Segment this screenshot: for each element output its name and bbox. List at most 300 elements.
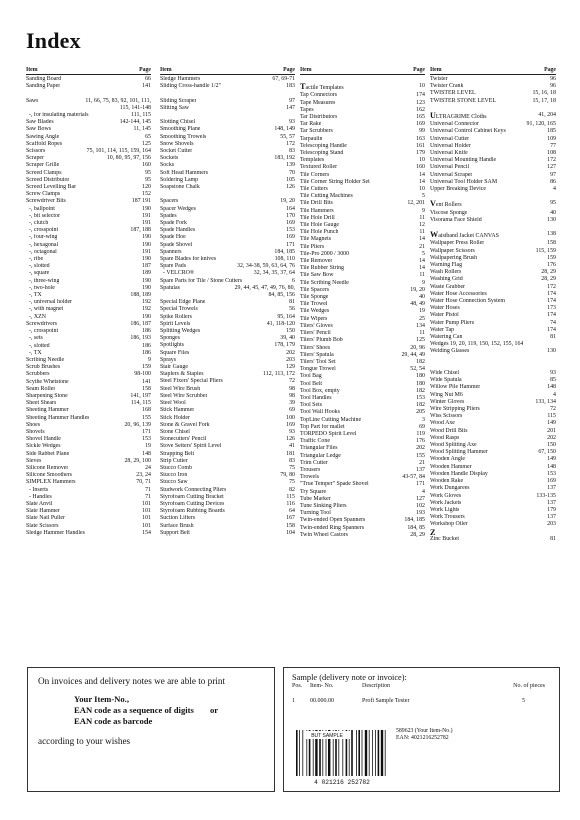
entry-pages: 66 [145,76,151,82]
entry-term: Tile Hammers [300,207,334,214]
entry-pages: 112, 113, 172 [263,371,295,378]
index-entry [430,121,556,128]
index-entry [300,517,425,524]
entry-pages: 190 [142,205,151,212]
entry-pages: 32, 34, 35, 37, 64 [253,270,295,277]
index-entry [160,443,295,450]
entry-pages: 191 [142,220,151,227]
entry-pages: 147 [286,104,295,111]
index-entry [430,76,556,83]
barcode-label: BUT SAMPLE [311,733,343,739]
index-entry [160,342,295,349]
entry-pages: 74 [550,319,556,326]
entry-pages: 181 [286,450,295,457]
entry-pages: 69 [419,423,425,430]
entry-term: Sheeting Hammer Handles [26,414,90,421]
entry-pages: 158 [547,240,556,247]
entry-term: Stucco Iron [160,472,188,479]
column-header [26,64,151,75]
entry-pages: 202 [286,349,295,356]
entry-pages: 101 [142,515,151,522]
entry-pages: 3 [422,416,425,423]
barcode-bar [375,730,376,776]
index-entry [26,105,151,112]
entry-pages: 190 [142,241,151,248]
entry-term: Tile Cutters [300,186,328,193]
entry-term: Wood Axe [430,420,455,427]
notice-option-ean-barcode: EAN code as barcode [74,716,153,726]
entry-pages: 153 [286,227,295,234]
entry-term: Wallpapering Brush [430,254,478,261]
entry-pages: 23, 24 [136,472,151,479]
entry-term: Wooden Hammer [430,463,472,470]
index-entry [160,386,295,393]
entry-list [430,76,556,543]
entry-pages: 120 [142,184,151,191]
index-entry [430,435,556,442]
entry-term: Templates [300,157,325,164]
entry-pages: 40 [419,294,425,301]
barcode-bar [351,730,353,776]
entry-term: Turning Tool [300,510,331,517]
entry-pages: 148 [547,384,556,391]
index-entry [26,242,151,249]
entry-term: Wooden Angle [430,456,466,463]
entry-term: Slate Hammer [26,508,60,515]
entry-term: Surface Brush [160,522,194,529]
entry-pages: 115, 159 [535,247,556,254]
index-entry [300,323,425,330]
entry-term: Spade Fork [160,220,187,227]
entry-pages: 95 [550,200,556,207]
entry-term: -, crosspoint [29,328,59,335]
entry-term: Tilers' Tool Set [300,358,336,365]
index-entry [160,263,295,270]
entry-pages: 79, 80 [280,472,295,479]
entry-term: Viscose Sponge [430,209,468,216]
entry-term: TWISTER STONE LEVEL [430,97,496,104]
entry-term: Water Tap [430,326,455,333]
entry-pages: 43-57, 84 [402,474,425,481]
entry-term: Sanding Paper [26,83,61,90]
entry-pages: 96 [550,83,556,90]
index-entry [430,370,556,377]
index-entry [26,335,151,342]
index-entry [26,487,151,494]
index-entry [26,76,151,83]
entry-term: Wood Rasps [430,434,460,441]
entry-term: Twister Crank [430,83,464,90]
index-entry [26,465,151,472]
print-options-notice [27,667,275,792]
entry-term: -, TX [29,292,42,299]
entry-term: Saws [26,97,39,104]
spacer [430,356,556,363]
index-entry [430,377,556,384]
index-entry [300,215,425,222]
entry-pages: 97 [289,97,295,104]
entry-pages: 148 [547,463,556,470]
index-entry [300,496,425,503]
entry-pages: 104 [286,529,295,536]
entry-pages: 5 [422,193,425,200]
entry-term: Sharpening Stone [26,392,68,399]
entry-term: Stucco Saw [160,479,188,486]
entry-pages: 160 [142,162,151,169]
index-entry [160,155,295,162]
row-item-no: 00.000.00 [310,698,334,704]
entry-pages: 29, 44, 45, 47, 49, 76, 80, [234,284,295,291]
entry-term: Scrubbers [26,371,50,378]
entry-pages: 201 [547,427,556,434]
entry-term: Socket Cutter [160,148,193,154]
index-entry [300,294,425,301]
index-entry [26,263,151,270]
entry-pages: 14 [419,171,425,178]
index-entry [430,449,556,456]
entry-term: Stove Setters' Spirit Level [160,443,222,450]
index-entry [160,285,295,292]
entry-pages: 186, 187 [130,320,151,327]
index-entry [160,465,295,472]
index-entry [26,523,151,530]
entry-term: Traffic Cone [300,438,330,445]
entry-pages: 171 [286,241,295,248]
entry-pages: 168 [142,407,151,414]
entry-term: Wood Splitting Hammer [430,449,488,456]
entry-pages: 179 [416,150,425,157]
entry-term: Wooden Rake [430,478,464,485]
entry-term: Side Rabbet Plane [26,450,70,457]
entry-pages: 48, 49 [410,301,425,308]
entry-term: Strapping Belt [160,450,195,457]
index-entry [26,306,151,313]
entry-term: TORPEDO Spirit Level [300,430,357,437]
entry-term: Winter Gloves [430,398,465,405]
entry-term: Tile Remover [300,258,333,265]
entry-term: Try Square [300,488,327,495]
entry-pages: 25 [419,315,425,322]
entry-pages: 153 [416,394,425,401]
index-entry [160,508,295,515]
entry-pages: 93 [289,119,295,126]
index-entry [430,298,556,305]
index-entry [300,128,425,135]
entry-pages: 149 [547,420,556,427]
index-entry [430,485,556,492]
entry-pages: 11 [419,330,425,337]
barcode-bar [358,730,360,776]
index-entry [26,134,151,141]
entry-term: Stick Hammer [160,407,195,414]
index-entry [160,371,295,378]
entry-term: Steel Wire Brush [160,385,201,392]
index-entry [160,335,295,342]
entry-pages: 137 [416,466,425,473]
entry-pages: 20, 96 [410,344,425,351]
entry-term: Shovels [26,428,45,435]
entry-pages: 159 [547,254,556,261]
entry-term: Triangular Ledge [300,452,341,459]
index-entry [26,415,151,422]
index-entry [160,141,295,148]
entry-term: Wiss Scissors [430,413,463,420]
index-entry [160,256,295,263]
index-column-2 [160,64,295,754]
entry-pages: 95 [145,169,151,176]
entry-pages: 65 [145,133,151,140]
index-column-4 [430,64,556,754]
item-header: Item [26,67,38,73]
index-entry [300,280,425,287]
spacer [430,224,556,231]
index-entry [300,114,425,121]
entry-term: -, clutch [29,220,49,227]
entry-term: Workshop Oiler [430,521,468,528]
entry-term [430,231,499,240]
entry-term: -, for insulating materials [29,112,89,118]
entry-pages: 167 [286,515,295,522]
entry-term: Tile Rubber String [300,265,344,272]
index-entry [300,474,425,481]
entry-pages: 19, 20 [410,286,425,293]
index-entry [430,442,556,449]
index-entry [300,345,425,352]
entry-list [160,76,295,537]
entry-pages: 15, 17, 18 [532,97,556,104]
index-entry [430,231,556,240]
entry-term: Tile Hole Gauge [300,222,340,229]
index-entry [26,83,151,90]
entry-pages: 14 [419,265,425,272]
entry-pages: 183, 192 [274,155,295,162]
index-entry [430,248,556,255]
index-entry [160,206,295,213]
entry-pages: 148 [142,450,151,457]
entry-pages: 67, 69-71 [272,76,295,82]
entry-term: Silicone Remover [26,464,69,471]
barcode-bar [372,730,373,776]
entry-pages: 158 [286,522,295,529]
entry-term: Tapes [300,106,314,113]
index-entry [160,249,295,256]
index-entry [160,472,295,479]
entry-term: Sledge Hammers [160,76,201,82]
spacer [300,76,425,83]
index-entry [160,487,295,494]
index-entry [26,508,151,515]
index-entry [160,407,295,414]
entry-term: Studwork Connecting Pliers [160,486,227,493]
index-entry [430,464,556,471]
entry-term: Universal Knife [430,150,468,157]
index-entry [300,525,425,532]
entry-term: -, XZN [29,313,47,320]
entry-pages: 141 [142,83,151,90]
entry-pages: 39 [289,400,295,407]
entry-pages: 11 [419,229,425,236]
column-header [430,64,556,75]
barcode-bar [299,730,300,776]
index-entry [26,364,151,371]
entry-pages: 98 [289,385,295,392]
entry-term: Screed Distributor [26,176,70,183]
entry-term: Zinc Bucket [430,535,459,542]
entry-pages: 149 [547,456,556,463]
index-entry [430,320,556,327]
index-entry [26,436,151,443]
index-entry [160,458,295,465]
letter-initial: T [300,83,306,92]
entry-pages: 186, 193 [130,335,151,342]
entry-term: Smoothing Trowels [160,133,207,140]
row-quantity: 5 [522,698,525,704]
letter-heading [430,529,556,536]
entry-term: Sliding Scraper [160,97,197,104]
index-entry [430,420,556,427]
entry-term: Spades [160,212,177,219]
entry-term: Tongue Trowel [300,366,336,373]
index-entry [430,143,556,150]
entry-pages: 184, 185 [404,517,425,524]
barcode-digits: 4 021216 252782 [314,779,370,786]
entry-term: Screwdrivers [26,320,58,327]
entry-term: Steel Wire Scrubber [160,392,208,399]
index-entry [430,164,556,171]
entry-pages: 28, 29 [541,276,556,283]
index-entry [160,364,295,371]
notice-option-ean-digits-label: EAN code as a sequence of digits [74,705,194,715]
entry-pages: 102 [416,502,425,509]
entry-term: Snow Shovels [160,140,194,147]
entry-term: Slotting Chisel [160,119,196,126]
entry-term: Stair Gauge [160,364,188,371]
index-entry [26,357,151,364]
index-entry [26,501,151,508]
index-entry [430,83,556,90]
index-entry [26,422,151,429]
entry-term: Tar Rake [300,121,322,128]
entry-term: Sponges [160,335,180,342]
entry-term: Spotlights [160,342,184,349]
entry-pages: 75, 101, 114, 115, 159, 164 [86,148,151,155]
entry-pages: 115 [547,413,556,420]
entry-pages: 91, 120, 165 [526,121,556,128]
index-entry [26,292,151,299]
index-entry [300,136,425,143]
entry-term: Styrofoam Cutting Devices [160,500,225,507]
entry-term: Tile Hole Drill [300,214,335,221]
entry-term: -, two-hole [29,284,55,291]
index-entry [300,107,425,114]
index-entry [430,456,556,463]
entry-term: Silicone Smoothers [26,472,72,479]
entry-pages: 172 [286,140,295,147]
entry-term: Smoothing Plane [160,126,201,133]
entry-term: Tilers' Spatula [300,351,334,358]
entry-term: Sliding Cross-handle 1/2" [160,83,221,90]
entry-term: Tile Corners [300,171,330,178]
entry-term: Spike Rollers [160,313,192,320]
entry-term: Suction Lifters [160,515,196,522]
entry-pages: 81 [550,334,556,341]
entry-term: Wedges 19, 20, 119, 150, 152, 155, 164 [430,341,524,348]
entry-pages: 161 [416,142,425,149]
entry-pages: 172 [547,157,556,164]
entry-pages: 81 [550,535,556,542]
barcode-note-item-no: 589623 (Your Item-No.) [396,728,453,734]
entry-term: Universal Pencil [430,164,470,171]
entry-term: Sprays [160,356,177,363]
index-entry [160,328,295,335]
entry-term: Shoes [26,421,41,428]
index-entry [300,272,425,279]
index-entry [300,251,425,258]
index-entry [160,321,295,328]
index-entry [160,451,295,458]
entry-term: Tarpaulin [300,135,323,142]
index-entry [300,532,425,539]
barcode-notes [396,728,453,743]
entry-pages: 162 [416,106,425,113]
entry-term [430,112,487,121]
index-entry [160,393,295,400]
entry-term: Special Edge Plane [160,299,206,306]
entry-term: Top Part for mallet [300,423,345,430]
index-entry [300,308,425,315]
index-entry [430,327,556,334]
entry-pages: 179 [547,506,556,513]
entry-pages: 75 [289,479,295,486]
entry-term: Tile-Pro 2000 / 3000 [300,250,350,257]
entry-term: Universal Control Cabinet Keys [430,128,506,135]
index-entry [160,83,295,90]
index-entry [160,299,295,306]
entry-pages: 6 [292,277,295,284]
entry-pages: 14 [419,178,425,185]
entry-pages: 10 [419,186,425,193]
index-entry [430,98,556,105]
index-entry [26,407,151,414]
entry-term: Tilers' Pencil [300,330,331,337]
notice-options [74,694,264,727]
entry-term: Trousers [300,466,321,473]
entry-pages: 174 [547,298,556,305]
entry-term: Universal Scraper [430,171,473,178]
entry-term: Spare Blades for knives [160,256,217,263]
entry-term: Tar Scrubbers [300,128,333,135]
entry-term: Stonecutters' Pencil [160,436,207,443]
entry-pages: 203 [286,356,295,363]
entry-pages: 64 [289,508,295,515]
index-entry [430,536,556,543]
entry-pages: 97 [550,171,556,178]
entry-pages: 4 [553,186,556,193]
entry-term-rest: LTRAGRIME Cloths [435,114,487,120]
entry-pages: 20, 96, 139 [124,421,151,428]
entry-pages: 137 [547,499,556,506]
entry-pages: 95, 164 [277,313,295,320]
index-entry [160,415,295,422]
index-entry [430,276,556,283]
entry-term: "True Temper" Spade Shovel [300,481,369,488]
entry-pages: 154 [142,529,151,536]
entry-term: Saw Bows [26,126,52,133]
entry-term: Trim Cutter [300,459,328,466]
entry-term-rest: ent Rollers [435,202,462,209]
entry-pages: 203 [547,521,556,528]
entry-pages: 155 [142,414,151,421]
